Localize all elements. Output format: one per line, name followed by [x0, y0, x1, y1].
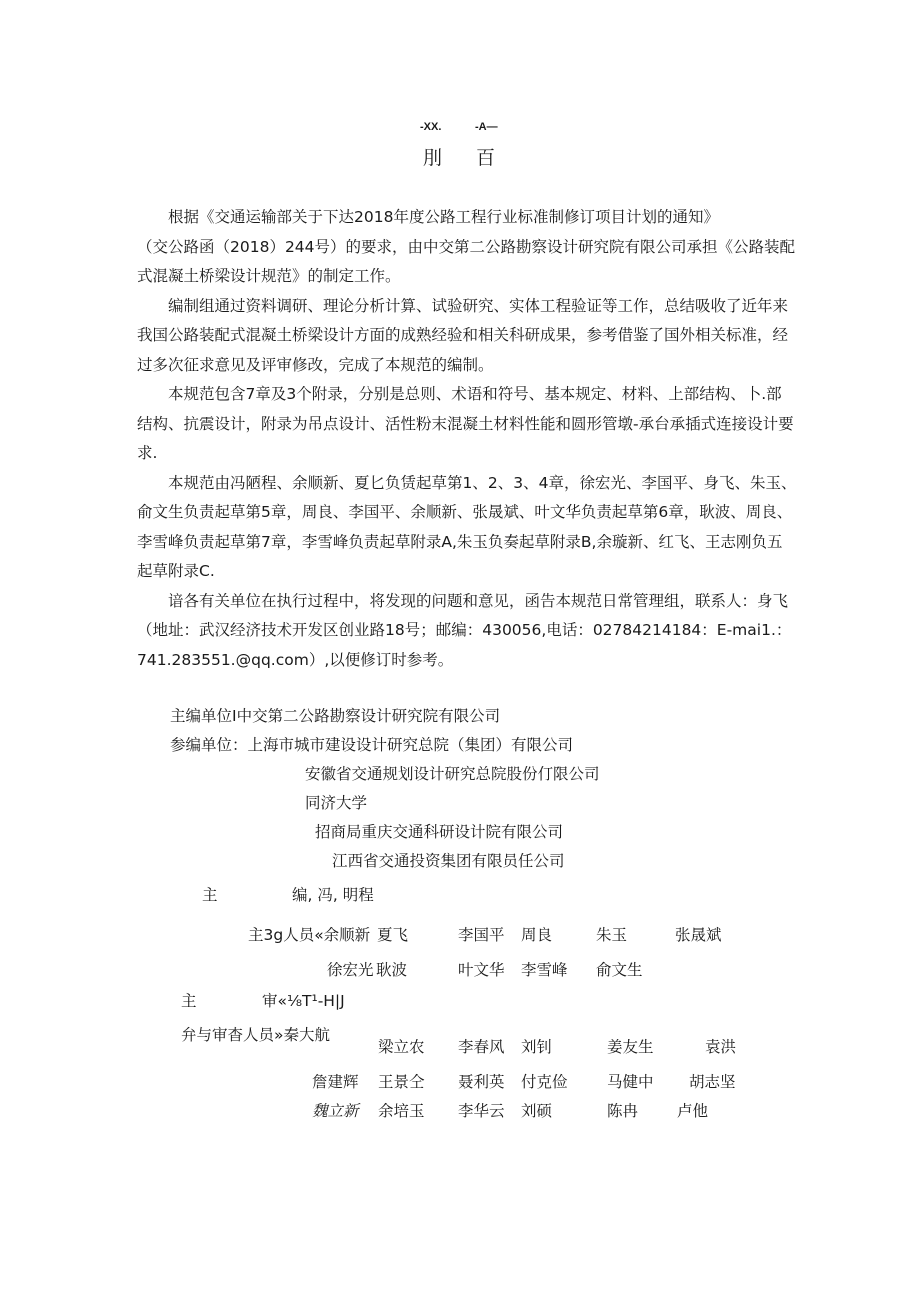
chief-unit: 主编单位I中交第二公路勘察设计研究院有限公司: [170, 707, 501, 725]
reviewer-name: 余培玉: [378, 1102, 425, 1120]
drafter-name: 俞文生: [596, 961, 643, 979]
drafter-name: 周良: [521, 926, 553, 944]
reviewer-name: 姜友生: [607, 1038, 654, 1056]
chief-reviewer-names: 审«⅛T¹-H|J: [262, 992, 345, 1010]
paragraph: 根据《交通运输部关于下达2018年度公路工程行业标准制修订项目计划的通知》: [168, 208, 719, 226]
paragraph: 本规范包含7章及3个附录，分别是总则、术语和符号、基本规定、材料、上部结构、卜.部结构、抗震设计，附录为吊点设计、活性粉末混凝土材料性能和圆形管墩-承台承插式连接设计要求.: [137, 385, 794, 462]
paragraph: 本规范由冯陋程、余顺新、夏匕负赁起草第1、2、3、4章，徐宏光、李国平、身飞、朱玉、俞文生负责起草第5章，周良、李国平、余顺新、张晟斌、叶文华负责起草第6章，耿波、周良、李雪峰负责起草第7章，李雪峰负责起草附录A,朱玉负奏起草附录B,余璇新、红飞、王志刚负五起草附录C.: [137, 473, 797, 580]
page-title-right: 百: [476, 147, 496, 169]
drafter-name: 张晟斌: [675, 926, 722, 944]
reviewer-name: 刘钊: [521, 1038, 553, 1056]
page-title-left: 刖: [423, 147, 443, 169]
reviewer-name: 卢他: [677, 1102, 709, 1120]
paragraph: 编制组通过资料调研、理论分析计算、试验研究、实体工程验证等工作，总结吸收了近年来我国公路装配式混凝土桥梁设计方面的成熟经验和相关科研成果，参考借鉴了国外相关标准，经过多次征求意见及评审修改，完成了本规范的编制。: [137, 296, 789, 374]
reviewer-name: 聂利英: [458, 1073, 505, 1091]
drafter-name: 李国平: [458, 926, 505, 944]
drafter-name: 徐宏光: [327, 961, 374, 979]
reviewer-name: 马健中: [607, 1073, 654, 1091]
header-mark-right: -A—: [475, 121, 498, 133]
participating-unit: 安徽省交通规划设计研究总院股份仃限公司: [305, 765, 600, 783]
paragraph: 谙各有关单位在执行过程中，将发现的问题和意见，函告本规范日常管理组，联系人：身飞（地址：武汉经济技术开发区创业路18号；邮编：430056,电话：02784214184：E-mai1.：741.283551.@qq.com）,以便修订时参考。: [137, 591, 792, 669]
drafter-name: 朱玉: [596, 926, 628, 944]
chief-editor-names: 编, 冯, 明程: [292, 886, 374, 904]
drafter-name: 夏飞: [377, 926, 409, 944]
reviewer-name: 付克俭: [521, 1073, 568, 1091]
reviewer-name: 李华云: [458, 1102, 505, 1120]
reviewer-name: 王景仝: [378, 1073, 425, 1091]
drafter-name: 耿波: [376, 961, 408, 979]
drafters-label: 主3g人员«余顺新: [248, 926, 371, 944]
reviewers-label: 弁与审杳人员»秦大航: [181, 1026, 330, 1044]
reviewer-name: 梁立农: [378, 1038, 425, 1056]
paragraph: （交公路函（2018）244号）的要求，由中交第二公路勘察设计研究院有限公司承担《公路装配式混凝土桥梁设计规范》的制定工作。: [137, 237, 796, 285]
reviewer-name: 刘硕: [521, 1102, 553, 1120]
drafter-name: 李雪峰: [521, 961, 568, 979]
participating-unit: 江西省交通投资集团有限员任公司: [332, 852, 565, 870]
reviewer-name: 陈冉: [607, 1102, 639, 1120]
header-mark-left: -XX.: [420, 121, 442, 133]
participating-units-label: 参编单位：上海市城市建设设计研究总院（集团）有限公司: [170, 736, 574, 754]
participating-unit: 招商局重庆交通科研设计院有限公司: [315, 823, 564, 841]
reviewer-name: 胡志坚: [689, 1073, 736, 1091]
chief-editor-label: 主: [202, 886, 218, 904]
participating-unit: 同济大学: [305, 794, 368, 812]
body-text: [137, 203, 797, 675]
reviewer-name: 魏立新: [312, 1102, 359, 1120]
reviewer-name: 袁洪: [705, 1038, 737, 1056]
drafter-name: 叶文华: [458, 961, 505, 979]
reviewer-name: 詹建辉: [312, 1073, 359, 1091]
chief-reviewer-label: 主: [181, 992, 197, 1010]
reviewer-name: 李春风: [458, 1038, 505, 1056]
